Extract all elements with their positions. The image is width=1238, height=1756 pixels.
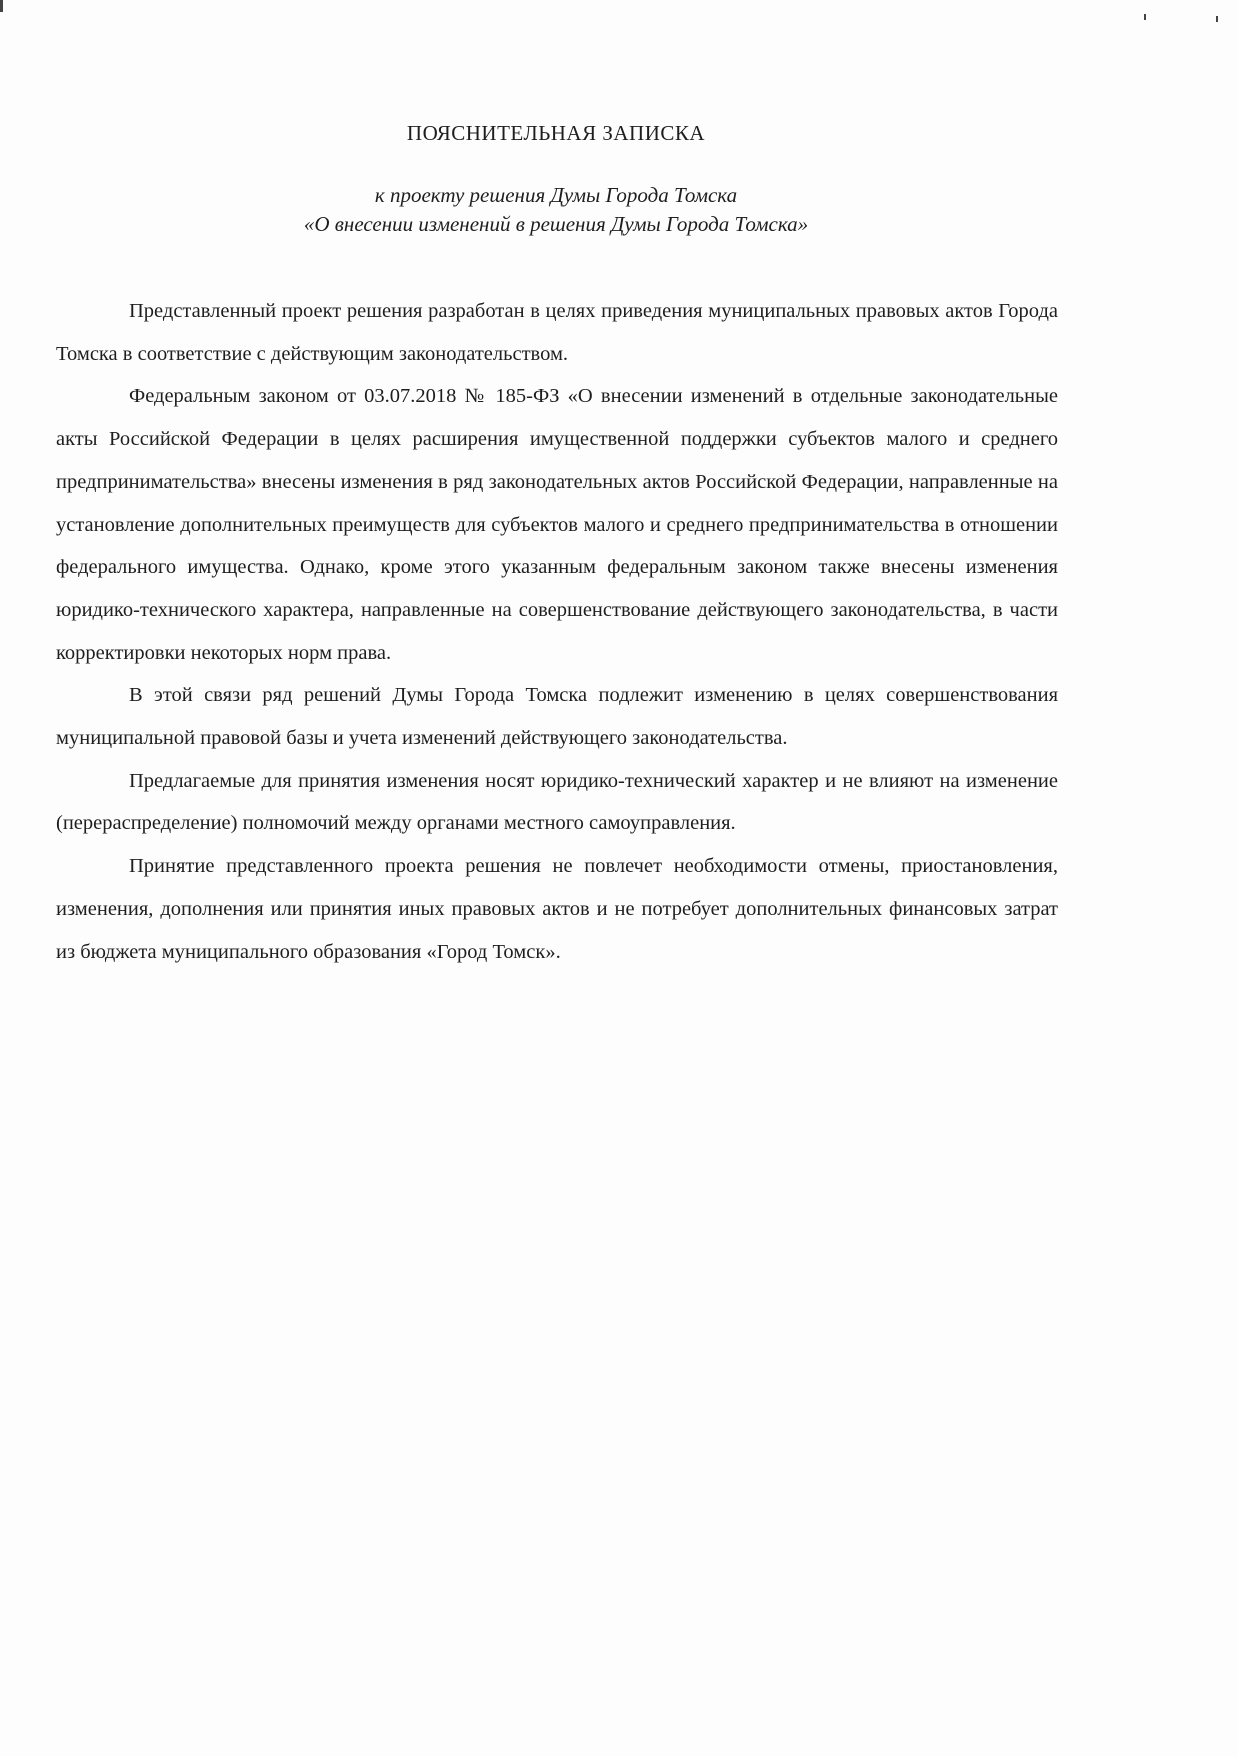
document-body — [56, 290, 1058, 973]
scan-mark-dot — [1216, 16, 1218, 22]
paragraph-1: Представленный проект решения разработан в целях приведения муниципальных правовых актов Города Томска в соответствие с действующим законодательством. — [56, 300, 1058, 365]
paragraph-4: Предлагаемые для принятия изменения носят юридико-технический характер и не влияют на изменение (перераспределение) полномочий между органами местного самоуправления. — [56, 769, 1058, 835]
document-title: ПОЯСНИТЕЛЬНАЯ ЗАПИСКА — [406, 121, 706, 145]
document-subtitle-line-1: к проекту решения Думы Города Томска — [374, 183, 738, 207]
paragraph-2: Федеральным законом от 03.07.2018 № 185-ФЗ «О внесении изменений в отдельные законодательные акты Российской Федерации в целях расширения имущественной поддержки субъектов малого и среднего предпринимательства» внесены изменения в ряд законодательных актов Российской Федерации, направленные на установление дополнительных преимуществ для субъектов малого и среднего предпринимательства в отношении федерального имущества. Однако, кроме этого указанным федеральным законом также внесены изменения юридико-технического характера, направленные на совершенствование действующего законодательства, в части корректировки некоторых норм права. — [56, 385, 1058, 664]
scan-mark-dot — [1144, 14, 1146, 20]
paragraph-5: Принятие представленного проекта решения не повлечет необходимости отмены, приостановления, изменения, дополнения или принятия иных правовых актов и не потребует дополнительных финансовых затрат из бюджета муниципального образования «Город Томск». — [56, 855, 1058, 963]
paragraph-3: В этой связи ряд решений Думы Города Томска подлежит изменению в целях совершенствования муниципальной правовой базы и учета изменений действующего законодательства. — [56, 684, 1058, 750]
document-subtitle-line-2: «О внесении изменений в решения Думы Города Томска» — [303, 212, 809, 236]
scan-mark-corner — [0, 0, 3, 12]
